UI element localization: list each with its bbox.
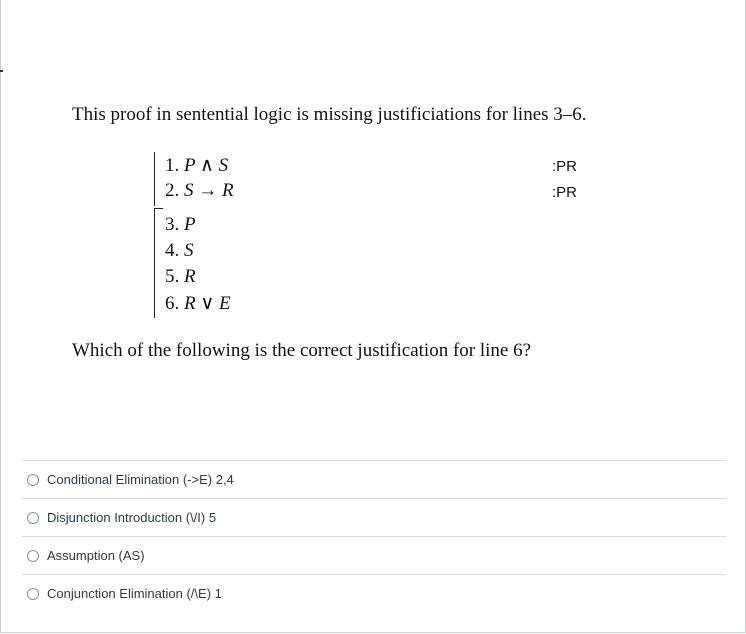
proof-line-formula: R	[184, 266, 196, 287]
proof-premise-divider	[154, 208, 163, 209]
radio-button[interactable]	[27, 588, 39, 600]
answer-option[interactable]	[22, 498, 726, 536]
answer-list	[22, 460, 726, 612]
answer-label[interactable]: Conditional Elimination (->E) 2,4	[47, 472, 234, 487]
proof-line-number: 5.	[165, 266, 180, 287]
proof-line-3	[165, 214, 196, 236]
proof-line-5	[165, 266, 196, 288]
proof-line-4	[165, 240, 194, 262]
radio-button[interactable]	[27, 474, 39, 486]
proof-line-formula: P	[184, 214, 196, 235]
proof-line-6	[165, 292, 231, 315]
answer-option[interactable]	[22, 460, 726, 498]
proof-block	[154, 152, 594, 322]
proof-line-2	[165, 180, 234, 202]
proof-line-formula: R ∨ E	[184, 293, 231, 314]
proof-line-1	[165, 154, 228, 177]
proof-line-justification: :PR	[552, 184, 578, 201]
proof-line-formula: S → R	[184, 180, 234, 201]
proof-derivation-bar	[154, 209, 155, 318]
radio-button[interactable]	[27, 550, 39, 562]
proof-line-number: 4.	[165, 240, 180, 261]
answer-option[interactable]	[22, 536, 726, 574]
answer-option[interactable]	[22, 574, 726, 612]
question-text: This proof in sentential logic is missing justificiations for lines 3–6.	[72, 104, 587, 125]
proof-line-number: 6.	[165, 293, 180, 314]
answer-label[interactable]: Disjunction Introduction (\/I) 5	[47, 510, 217, 525]
proof-line-justification: :PR	[552, 158, 578, 175]
proof-line-number: 1.	[165, 155, 180, 176]
answer-label[interactable]: Conjunction Elimination (/\E) 1	[47, 586, 222, 601]
radio-button[interactable]	[27, 512, 39, 524]
proof-line-number: 2.	[165, 180, 180, 201]
prompt-text: Which of the following is the correct justification for line 6?	[72, 340, 532, 361]
answer-label[interactable]: Assumption (AS)	[47, 548, 145, 563]
proof-line-formula: P ∧ S	[184, 155, 229, 176]
proof-premise-bar	[154, 152, 155, 206]
proof-line-formula: S	[184, 240, 194, 261]
proof-line-number: 3.	[165, 214, 180, 235]
edge-mark	[0, 70, 3, 72]
